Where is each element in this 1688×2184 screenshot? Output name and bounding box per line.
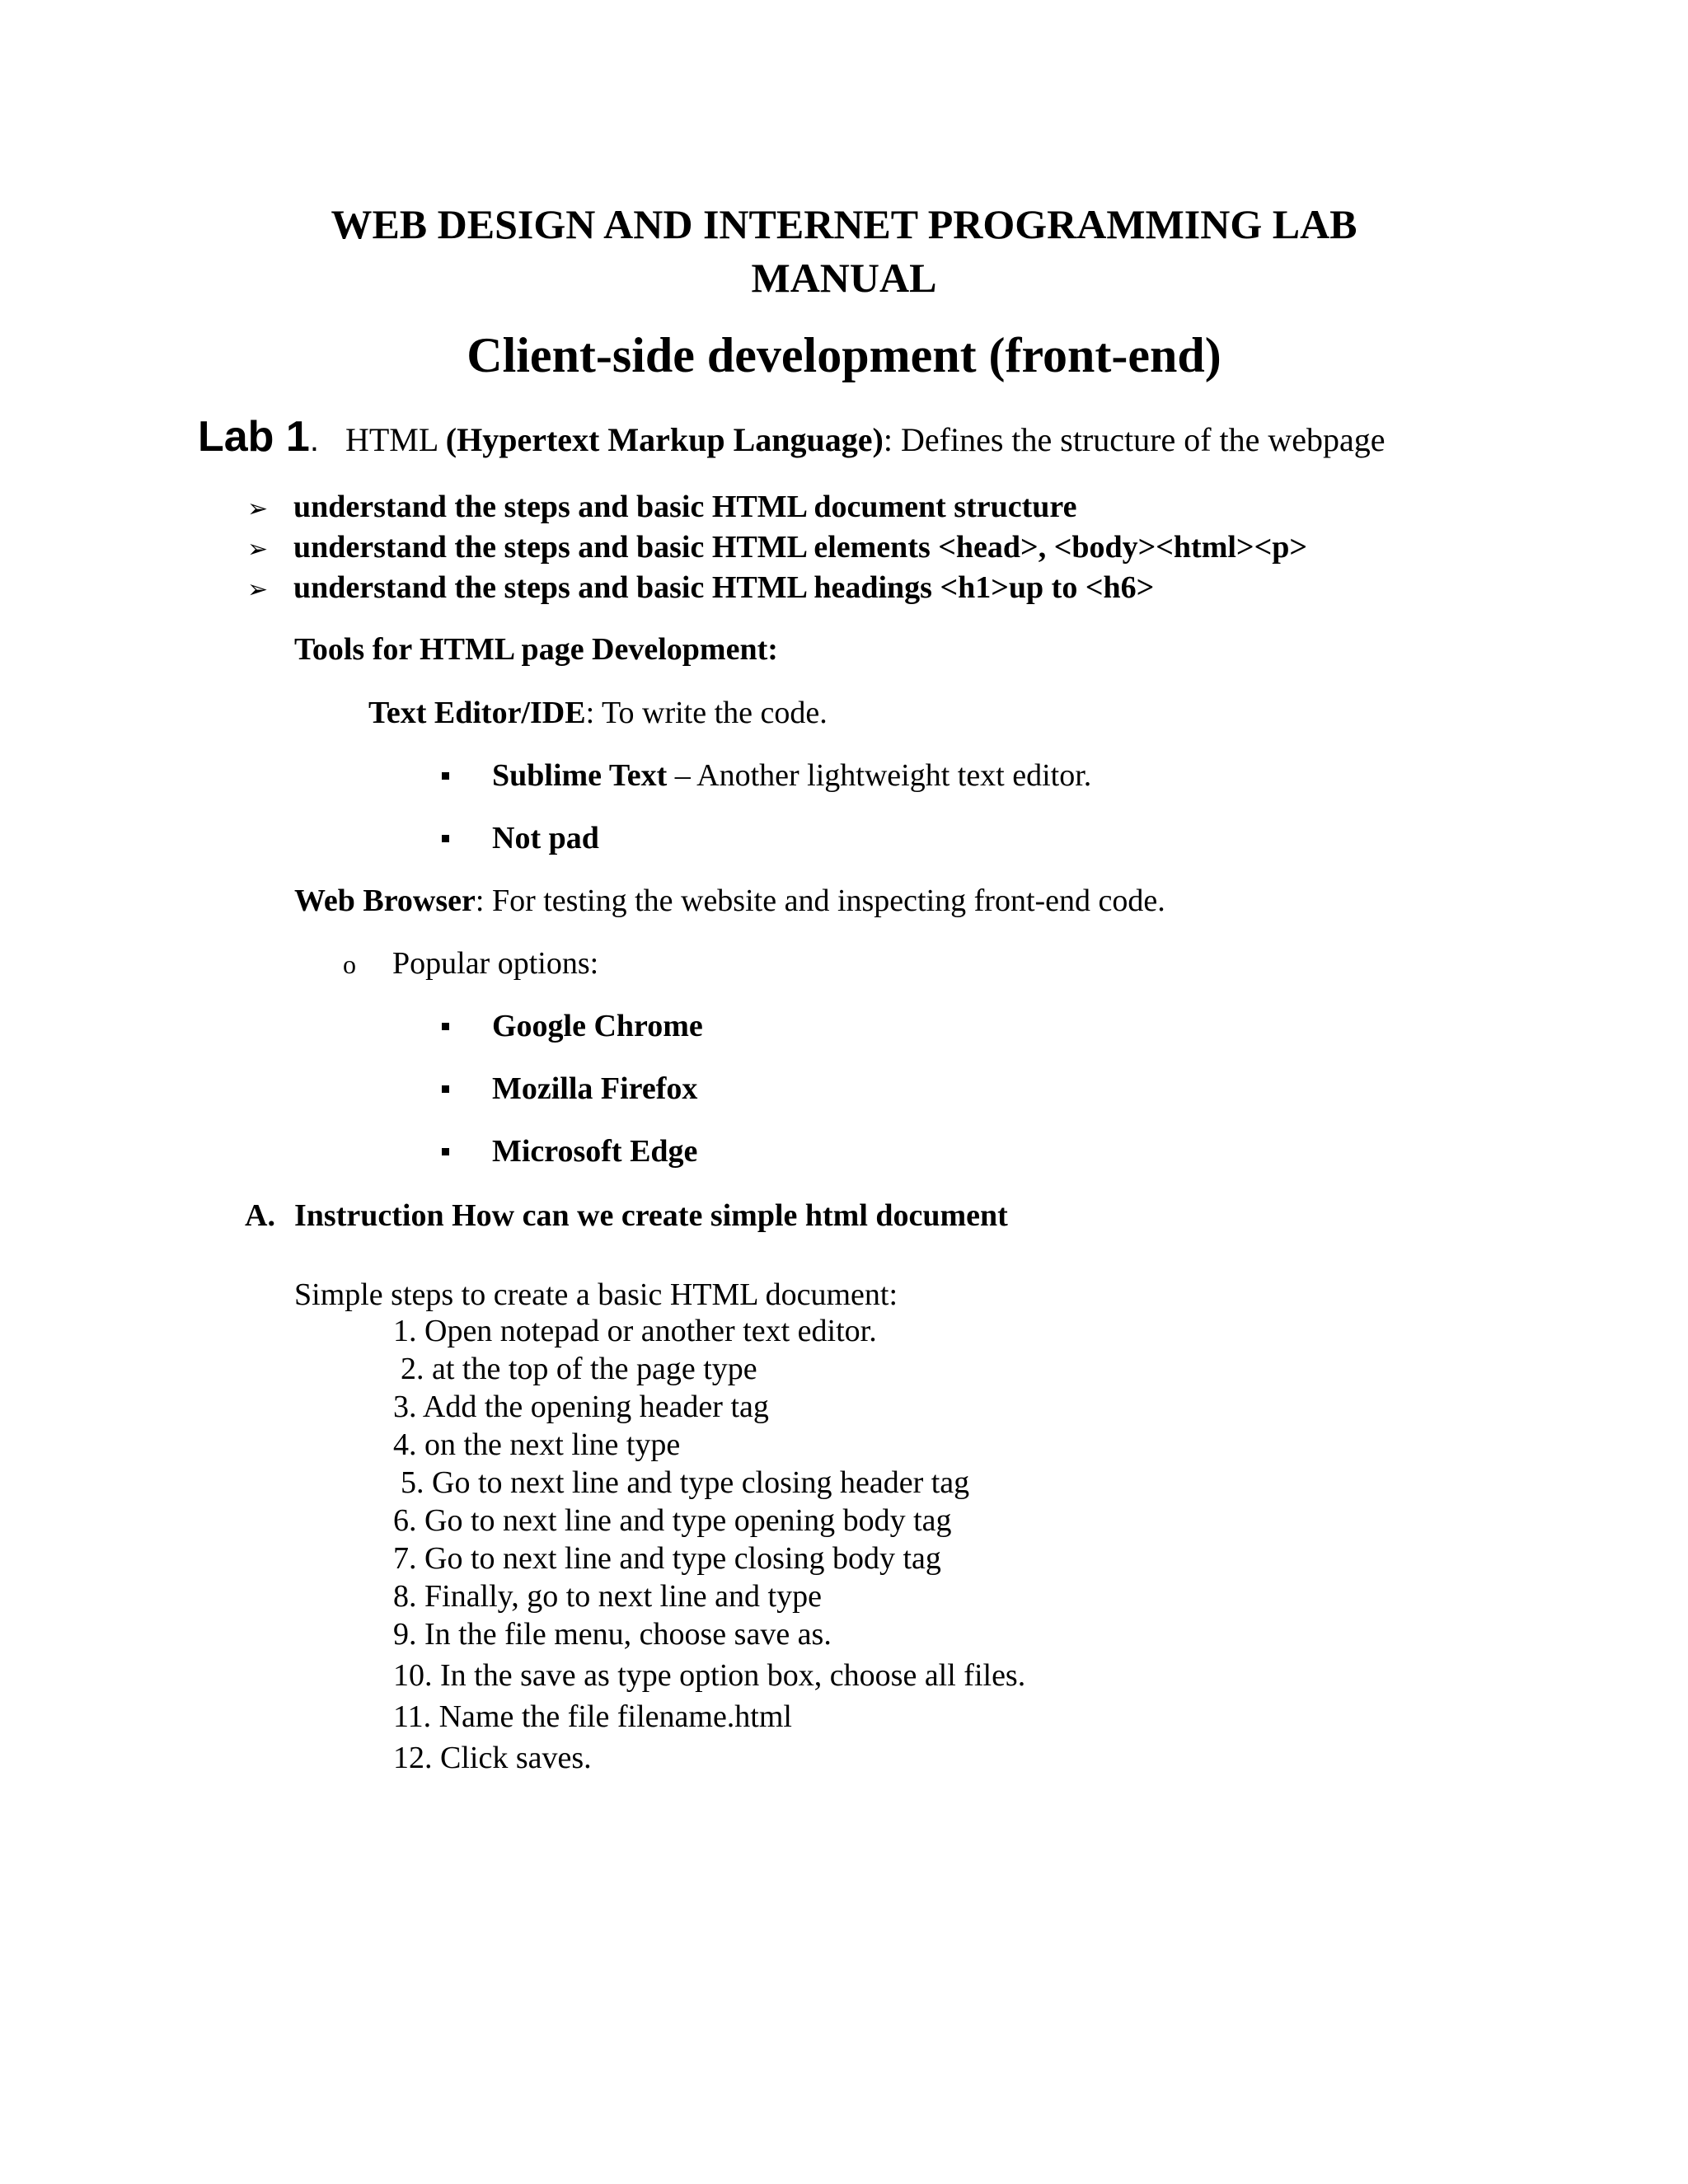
arrow-bullet-icon: ➢ (247, 535, 269, 564)
web-browser-label: Web Browser (294, 883, 476, 918)
popular-options-label: Popular options: (392, 946, 599, 981)
step-item: 7. Go to next line and type closing body tag (393, 1541, 941, 1576)
step-item: 3. Add the opening header tag (393, 1390, 769, 1424)
tools-heading: Tools for HTML page Development: (294, 632, 778, 667)
browser-list-item (442, 1005, 703, 1047)
browser-list-item (442, 1131, 697, 1172)
document-title-line-2: MANUAL (751, 255, 937, 301)
lab-heading (198, 412, 1386, 465)
square-bullet-icon (442, 772, 449, 780)
editor-list-item (442, 755, 1091, 796)
step-item: 5. Go to next line and type closing header tag (401, 1465, 970, 1500)
step-item: 6. Go to next line and type opening body tag (393, 1503, 952, 1538)
step-item: 11. Name the file filename.html (393, 1699, 792, 1734)
objective-text: understand the steps and basic HTML headings <h1>up to <h6> (293, 570, 1155, 605)
lab-topic: HTML (345, 421, 438, 458)
step-item: 8. Finally, go to next line and type (393, 1579, 822, 1614)
arrow-bullet-icon: ➢ (247, 575, 269, 604)
step-item: 1. Open notepad or another text editor. (393, 1314, 877, 1348)
square-bullet-icon (442, 835, 449, 842)
lab-separator: . (309, 422, 319, 458)
square-bullet-icon (442, 1148, 449, 1155)
text-editor-description: : To write the code. (585, 696, 828, 730)
editor-name: Sublime Text (492, 758, 668, 793)
circle-bullet-icon: o (343, 949, 356, 979)
lab-topic-expansion: (Hypertext Markup Language) (445, 421, 884, 458)
square-bullet-icon (442, 1023, 449, 1030)
browser-list-item (442, 1068, 697, 1109)
section-a-heading (245, 1195, 1008, 1236)
step-item: 9. In the file menu, choose save as. (393, 1617, 832, 1652)
objective-item (247, 567, 1154, 611)
objective-text: understand the steps and basic HTML elements <head>, <body><html><p> (293, 530, 1308, 565)
text-editor-label: Text Editor/IDE (368, 696, 586, 730)
step-item: 12. Click saves. (393, 1741, 592, 1775)
section-letter: A. (245, 1198, 275, 1233)
document-subtitle: Client-side development (front-end) (467, 328, 1221, 382)
step-item: 2. at the top of the page type (401, 1352, 757, 1386)
steps-intro: Simple steps to create a basic HTML document: (294, 1277, 898, 1312)
editor-name: Not pad (492, 821, 599, 855)
text-editor-line (368, 692, 828, 733)
square-bullet-icon (442, 1085, 449, 1093)
objective-item (247, 527, 1307, 570)
browser-name: Mozilla Firefox (492, 1071, 698, 1106)
browser-name: Microsoft Edge (492, 1134, 698, 1169)
popular-options-line (343, 943, 598, 985)
step-item: 4. on the next line type (393, 1427, 681, 1462)
editor-description: – Another lightweight text editor. (667, 758, 1092, 793)
section-heading-text: Instruction How can we create simple html document (294, 1198, 1008, 1233)
step-item: 10. In the save as type option box, choose all files. (393, 1658, 1026, 1693)
web-browser-description: : For testing the website and inspecting front-end code. (475, 883, 1165, 918)
arrow-bullet-icon: ➢ (247, 494, 269, 523)
objective-item (247, 486, 1076, 530)
web-browser-line (294, 880, 1165, 921)
document-title-line-1: WEB DESIGN AND INTERNET PROGRAMMING LAB (331, 201, 1357, 247)
lab-description: : Defines the structure of the webpage (883, 421, 1386, 458)
lab-label: Lab 1 (198, 413, 310, 461)
objective-text: understand the steps and basic HTML document structure (293, 490, 1077, 524)
editor-list-item (442, 818, 599, 859)
browser-name: Google Chrome (492, 1009, 703, 1043)
